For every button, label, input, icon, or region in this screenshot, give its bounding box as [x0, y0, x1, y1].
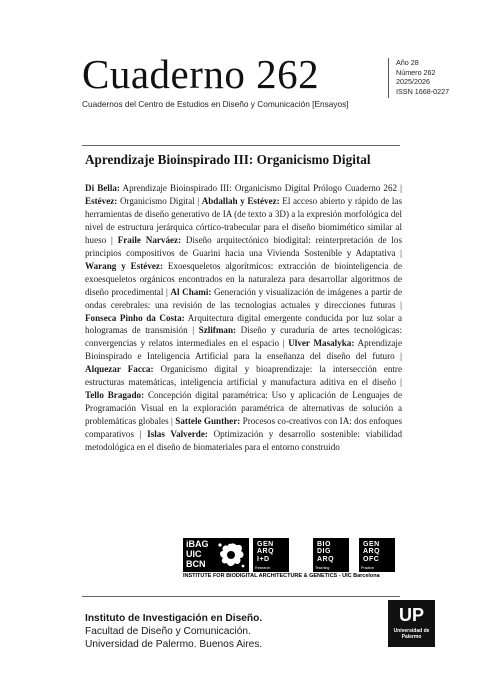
contributor-name: Di Bella: — [85, 183, 120, 193]
contribution-title: El acceso abierto y rápido de las herramientas de diseño generativo de IA (de texto a 3D) a la expresión morfológica del nivel de estructura jerárquica córtico-trabecular para el diseño biomimético similar al hueso | — [85, 195, 403, 245]
contribution-title: Organicismo digital y bioaprendizaje: la intersección entre estructuras matemáticas, inteligencia artificial y manufactura aditiva en el diseño | — [85, 364, 402, 388]
contributor-name: Fonseca Pinho da Costa: — [85, 312, 185, 323]
contributor-name: Alquezar Facca: — [85, 364, 154, 375]
contributor-name: Abdallah y Estévez: — [201, 195, 280, 206]
contribution-title: Aprendizaje Bioinspirado e Inteligencia Artificial para la enseñanza del diseño del futuro | — [85, 338, 402, 362]
contribution-title: Generación y visualización de imágenes a partir de ondas cerebrales: una revisión de las tecnologías actuales y direcciones futuras | — [85, 286, 403, 310]
contribution-title: Aprendizaje Bioinspirado III: Organicismo Digital Prólogo Cuaderno 262 | — [119, 183, 402, 193]
genarq-research-logo-text: GEN ARQ I+D — [257, 541, 275, 563]
contributor-name: Islas Valverde: — [147, 429, 208, 440]
logos-caption: INSTITUTE FOR BIODIGITAL ARCHITECTURE & GENETICS - UIC Barcelona — [183, 573, 380, 579]
contributor-name: Estévez: — [85, 195, 118, 206]
contributor-name: Warang y Estévez: — [85, 260, 163, 271]
contribution-title: Diseño arquitectónico biodigital: reinterpretación de los principios compositivos de Guarini hacia una Vivienda Sostenible y Adaptativa | — [85, 234, 402, 258]
issue-meta — [396, 58, 449, 96]
masthead-divider — [388, 58, 389, 98]
contributor-name: Tello Bragado: — [85, 390, 145, 401]
biodigarq-logo-text: BIO DIG ARQ — [317, 541, 335, 563]
bottom-divider — [82, 596, 400, 597]
up-logo-caption: Universidad de Palermo — [393, 628, 430, 640]
contributor-name: Sattele Gunther: — [175, 416, 241, 427]
publisher-info — [85, 612, 262, 651]
contributor-name: Szlifman: — [198, 325, 237, 336]
contribution-title: Organicismo Digital | — [117, 195, 202, 206]
journal-title: Cuaderno 262 — [82, 51, 320, 97]
issue-period: 2025/2026 — [396, 77, 430, 87]
issue-issn: ISSN 1668-0227 — [396, 86, 450, 96]
contribution-title: Concepción digital paramétrica: Uso y aplicación de Lenguajes de Programación Visual en la exploración paramétrica de alternativas de solución a problemáticas globales | — [85, 390, 403, 427]
up-logo — [388, 600, 435, 647]
genarq-ofc-logo-text: GEN ARQ OFC — [363, 541, 381, 563]
contribution-title: Diseño y curaduría de artes tecnológicas: convergencias y relatos intermediales en el espacio | — [85, 325, 402, 349]
faculty-name: Facultad de Diseño y Comunicación. — [85, 626, 251, 637]
biodigarq-logo: BIO DIG ARQ Teaching — [313, 538, 349, 572]
splat-icon — [216, 540, 246, 570]
journal-subtitle: Cuadernos del Centro de Estudios en Diseño y Comunicación [Ensayos] — [82, 99, 349, 109]
contributor-name: Al Chami: — [170, 286, 212, 297]
contributor-name: Fraile Narváez: — [117, 234, 182, 245]
issue-year: Año 28 — [396, 58, 419, 67]
contribution-title: Procesos co-creativos con IA: dos enfoques comparativos | — [85, 416, 402, 440]
contribution-title: Exoesqueletos algorítmicos: extracción de biointeligencia de exoesqueletos orgánicos encontrados en la naturaleza para desarrollar algoritmos de diseño procedimental | — [85, 260, 402, 297]
ibag-logo-text: iBAG UIC BCN — [186, 539, 209, 569]
institute-name: Instituto de Investigación en Diseño. — [85, 613, 263, 624]
contribution-title: Optimización y desarrollo sostenible: viabilidad metodológica en el diseño de biomateriales para el entorno construido — [85, 429, 402, 453]
article-title: Aprendizaje Bioinspirado III: Organicismo Digital — [85, 152, 371, 167]
contribution-title: Arquitectura digital emergente conducida por luz solar a hologramas de transmisión | — [85, 312, 402, 336]
top-divider — [82, 145, 400, 146]
genarq-research-logo: GEN ARQ I+D Research — [253, 538, 289, 572]
issue-number: Número 262 — [396, 67, 436, 77]
partner-logos — [183, 538, 397, 580]
up-logo-mark: UP — [398, 605, 424, 625]
genarq-ofc-logo: GEN ARQ OFC Practice — [359, 538, 395, 572]
university-name: Universidad de Palermo. Buenos Aires. — [85, 639, 263, 650]
contents-abstract — [85, 182, 402, 454]
contributor-name: Ulver Masalyka: — [288, 338, 355, 349]
ibag-logo — [183, 538, 249, 572]
